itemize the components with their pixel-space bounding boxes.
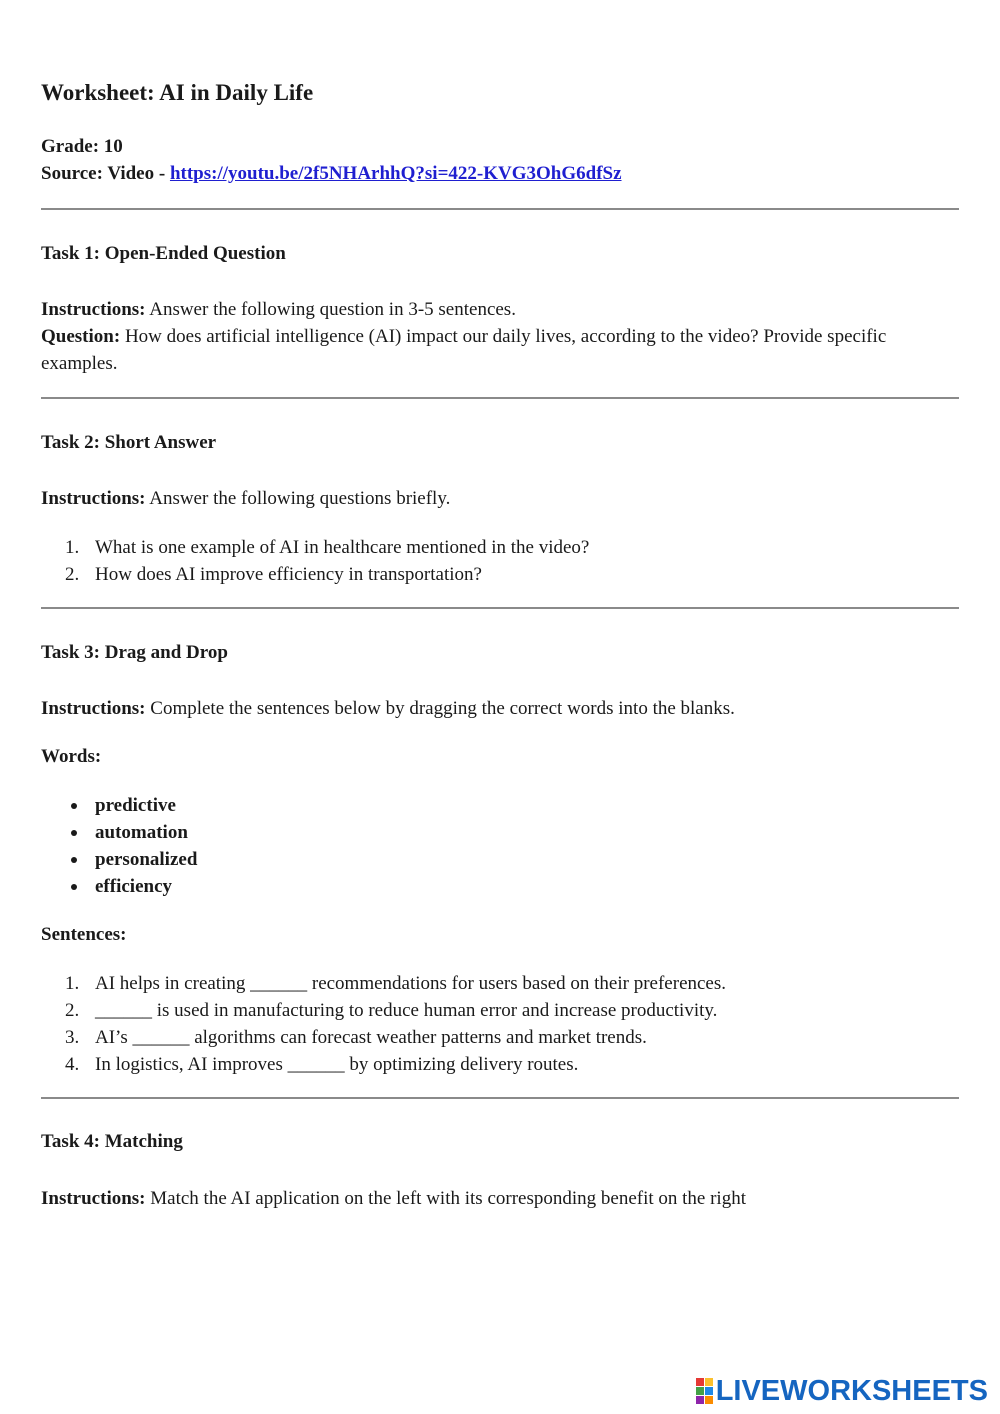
source-line xyxy=(41,161,622,187)
task1-heading: Task 1: Open-Ended Question xyxy=(41,243,286,264)
list-item xyxy=(41,997,726,1024)
task1-question-text: How does artificial intelligence (AI) impact our daily lives, according to the video? Provide specific examples. xyxy=(41,326,887,374)
bullet-icon xyxy=(71,884,77,890)
section-divider xyxy=(41,1097,959,1099)
list-item-text: What is one example of AI in healthcare mentioned in the video? xyxy=(95,537,590,558)
list-item xyxy=(41,970,726,997)
logo-tile xyxy=(705,1378,713,1386)
source-video-link[interactable]: https://youtu.be/2f5NHArhhQ?si=422-KVG3OhG6dfSz xyxy=(169,163,622,184)
list-item-text: AI’s ______ algorithms can forecast weather patterns and market trends. xyxy=(95,1027,647,1048)
word-bank-item[interactable] xyxy=(41,819,197,846)
task1-instructions-text: Answer the following question in 3-5 sentences. xyxy=(145,299,516,320)
list-item xyxy=(41,561,589,588)
task4-instructions-text: Match the AI application on the left with its corresponding benefit on the right xyxy=(145,1188,746,1209)
source-prefix: Source: Video - xyxy=(41,163,170,184)
list-number: 1. xyxy=(65,973,80,994)
task3-instructions-text: Complete the sentences below by dragging the correct words into the blanks. xyxy=(145,698,735,719)
task2-instructions-text: Answer the following questions briefly. xyxy=(145,488,451,509)
task3-sentences-label: Sentences: xyxy=(41,924,127,945)
task2-heading: Task 2: Short Answer xyxy=(41,432,217,453)
task1-instructions xyxy=(41,296,959,323)
task2-instructions-label: Instructions: xyxy=(41,488,146,509)
word-bank-item[interactable] xyxy=(41,873,197,900)
task3-sentence-list xyxy=(41,970,726,1078)
task4-instructions xyxy=(41,1185,959,1212)
section-divider xyxy=(41,397,959,399)
list-number: 3. xyxy=(65,1027,80,1048)
task4-instructions-label: Instructions: xyxy=(41,1188,146,1209)
liveworksheets-logo xyxy=(696,1374,988,1408)
task2-question-list xyxy=(41,534,589,588)
word-text: predictive xyxy=(95,795,176,816)
word-bank-item[interactable] xyxy=(41,846,197,873)
list-item xyxy=(41,1051,726,1078)
list-item xyxy=(41,534,589,561)
word-bank-item[interactable] xyxy=(41,792,197,819)
bullet-icon xyxy=(71,857,77,863)
logo-tile xyxy=(705,1387,713,1395)
list-number: 4. xyxy=(65,1054,80,1075)
task1-question-label: Question: xyxy=(41,326,121,347)
list-item xyxy=(41,1024,726,1051)
logo-tile xyxy=(696,1387,704,1395)
bullet-icon xyxy=(71,803,77,809)
task1-question xyxy=(41,323,959,377)
task3-instructions-label: Instructions: xyxy=(41,698,146,719)
liveworksheets-logo-text: LIVEWORKSHEETS xyxy=(715,1374,988,1407)
task4-heading: Task 4: Matching xyxy=(41,1131,183,1152)
word-text: personalized xyxy=(95,849,198,870)
list-item-text: ______ is used in manufacturing to reduce human error and increase productivity. xyxy=(95,1000,718,1021)
task2-instructions xyxy=(41,485,959,512)
word-text: automation xyxy=(95,822,188,843)
task3-word-bank xyxy=(41,792,197,900)
bullet-icon xyxy=(71,830,77,836)
task3-instructions xyxy=(41,695,959,722)
list-item-text: In logistics, AI improves ______ by optimizing delivery routes. xyxy=(95,1054,579,1075)
task3-heading: Task 3: Drag and Drop xyxy=(41,642,228,663)
list-item-text: How does AI improve efficiency in transportation? xyxy=(95,564,482,585)
task1-instructions-label: Instructions: xyxy=(41,299,146,320)
list-number: 2. xyxy=(65,1000,80,1021)
logo-tile xyxy=(696,1396,704,1404)
word-text: efficiency xyxy=(95,876,173,897)
logo-tile xyxy=(696,1378,704,1386)
section-divider xyxy=(41,208,959,210)
task3-words-label: Words: xyxy=(41,746,102,767)
worksheet-title: Worksheet: AI in Daily Life xyxy=(41,80,314,105)
grade-line: Grade: 10 xyxy=(41,136,123,157)
logo-tile xyxy=(705,1396,713,1404)
liveworksheets-logo-icon xyxy=(696,1378,713,1404)
list-number: 1. xyxy=(65,537,80,558)
list-item-text: AI helps in creating ______ recommendations for users based on their preferences. xyxy=(95,973,727,994)
section-divider xyxy=(41,607,959,609)
list-number: 2. xyxy=(65,564,80,585)
